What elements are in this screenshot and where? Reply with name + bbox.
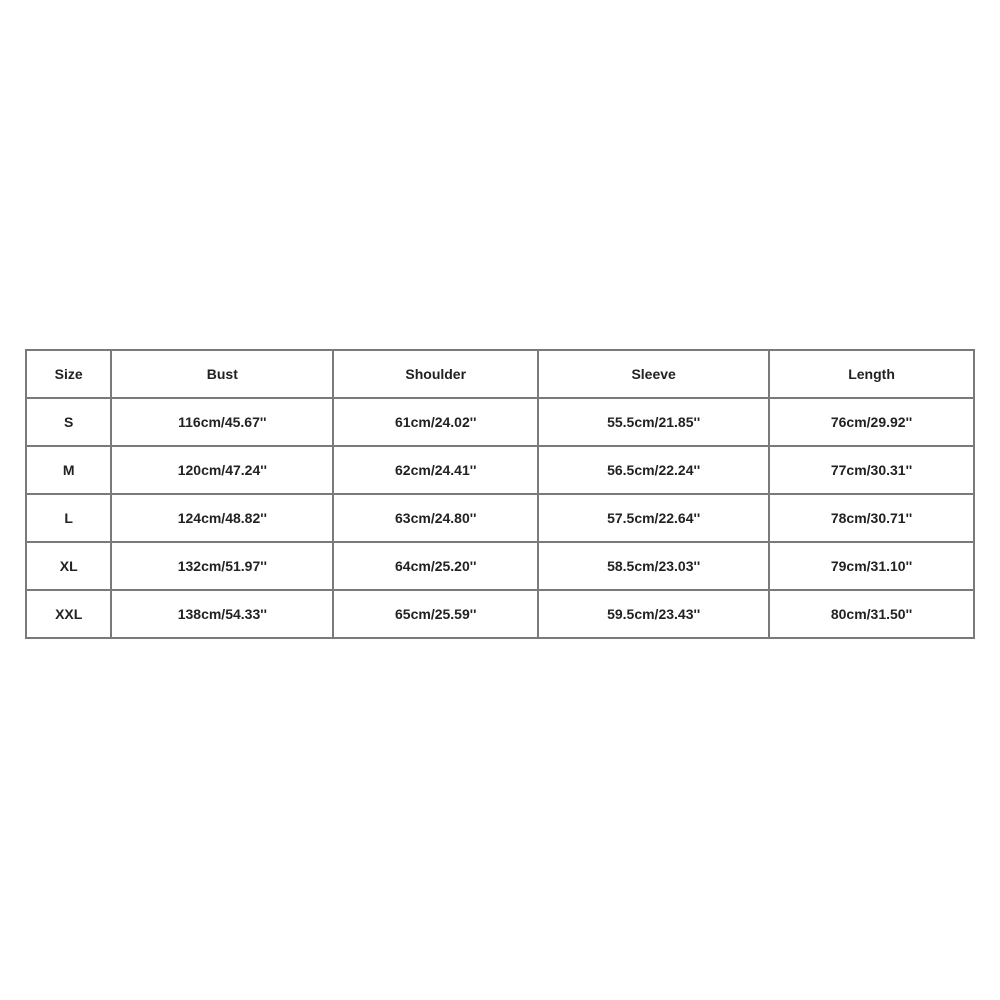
cell-shoulder: 62cm/24.41'' xyxy=(333,446,538,494)
cell-bust: 120cm/47.24'' xyxy=(111,446,333,494)
cell-sleeve: 56.5cm/22.24'' xyxy=(538,446,769,494)
table-row xyxy=(26,542,974,590)
cell-shoulder: 64cm/25.20'' xyxy=(333,542,538,590)
table-row xyxy=(26,446,974,494)
header-sleeve: Sleeve xyxy=(538,350,769,398)
cell-size: XL xyxy=(26,542,111,590)
cell-sleeve: 55.5cm/21.85'' xyxy=(538,398,769,446)
cell-length: 79cm/31.10'' xyxy=(769,542,974,590)
cell-length: 76cm/29.92'' xyxy=(769,398,974,446)
table-row xyxy=(26,590,974,638)
cell-size: XXL xyxy=(26,590,111,638)
cell-sleeve: 59.5cm/23.43'' xyxy=(538,590,769,638)
cell-bust: 116cm/45.67'' xyxy=(111,398,333,446)
cell-length: 80cm/31.50'' xyxy=(769,590,974,638)
cell-shoulder: 65cm/25.59'' xyxy=(333,590,538,638)
cell-sleeve: 57.5cm/22.64'' xyxy=(538,494,769,542)
cell-length: 78cm/30.71'' xyxy=(769,494,974,542)
header-length: Length xyxy=(769,350,974,398)
cell-size: L xyxy=(26,494,111,542)
size-chart-table xyxy=(25,349,975,639)
cell-sleeve: 58.5cm/23.03'' xyxy=(538,542,769,590)
cell-bust: 124cm/48.82'' xyxy=(111,494,333,542)
cell-size: M xyxy=(26,446,111,494)
table-header-row xyxy=(26,350,974,398)
cell-shoulder: 61cm/24.02'' xyxy=(333,398,538,446)
cell-bust: 138cm/54.33'' xyxy=(111,590,333,638)
header-size: Size xyxy=(26,350,111,398)
table-row xyxy=(26,398,974,446)
cell-length: 77cm/30.31'' xyxy=(769,446,974,494)
cell-bust: 132cm/51.97'' xyxy=(111,542,333,590)
header-shoulder: Shoulder xyxy=(333,350,538,398)
cell-size: S xyxy=(26,398,111,446)
header-bust: Bust xyxy=(111,350,333,398)
table-row xyxy=(26,494,974,542)
cell-shoulder: 63cm/24.80'' xyxy=(333,494,538,542)
